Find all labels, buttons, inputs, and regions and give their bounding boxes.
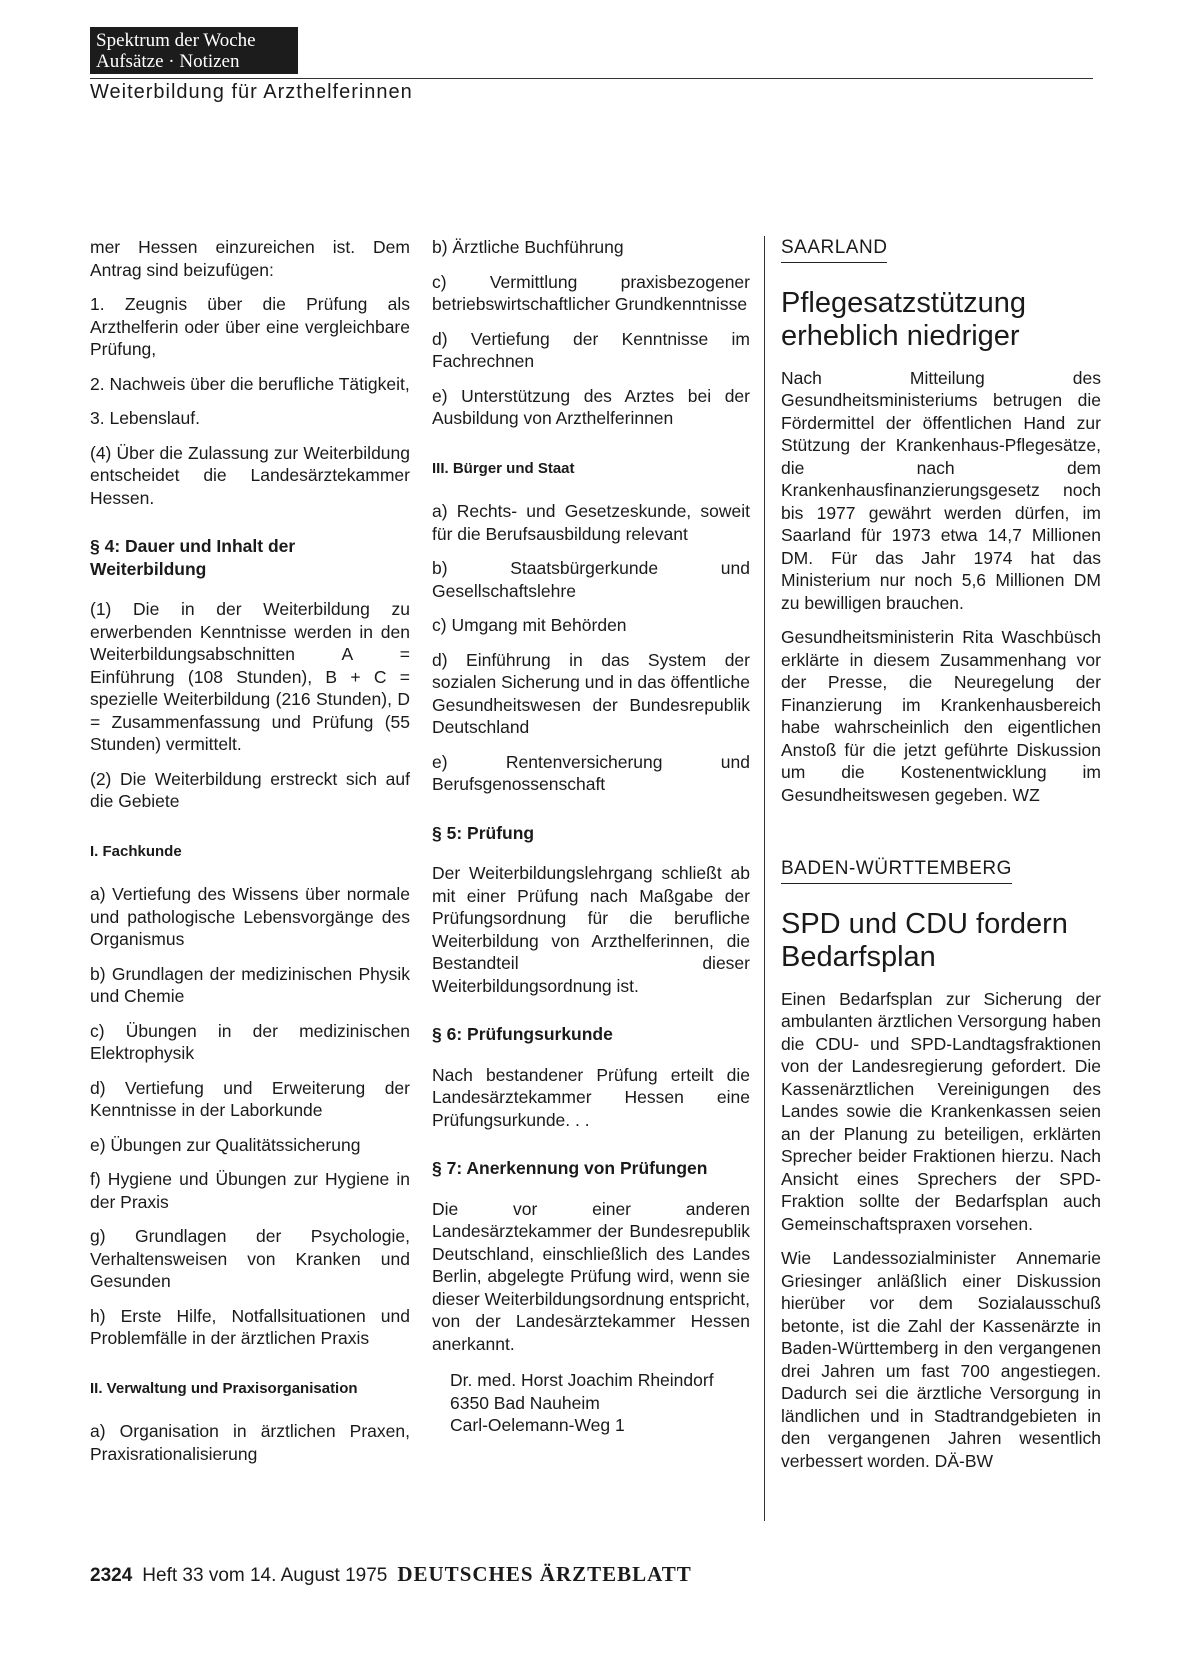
headline-pflegesatz: Pflegesatzstützung erheblich niedriger (781, 286, 1027, 352)
list-item: d) Einführung in das System der sozialen Sicherung und in das öffentliche Gesundheitswesen der Bundesrepublik Deutschland (432, 649, 750, 737)
headline-bedarfsplan: SPD und CDU fordern Bedarfsplan (781, 907, 1068, 973)
page-title: Weiterbildung für Arzthelferinnen (90, 81, 413, 103)
section-heading-7: § 7: Anerkennung von Prüfungen (432, 1158, 708, 1178)
list-item: h) Erste Hilfe, Notfallsituationen und Problemfälle in der ärztlichen Praxis (90, 1305, 410, 1348)
paragraph: Gesundheitsministerin Rita Waschbüsch erklärte in diesem Zusammenhang vor der Presse, die Neuregelung der Finanzierung im Krankenhausbereich habe wahrscheinlich den eigentlichen Anstoß für die jetzt geführte Diskussion um die Kostenentwicklung im Gesundheitswesen gegeben. WZ (781, 627, 1101, 805)
paragraph: (2) Die Weiterbildung erstreckt sich auf die Gebiete (90, 768, 410, 811)
header-rule (90, 78, 1093, 79)
section-tag-line2: Aufsätze · Notizen (96, 51, 240, 72)
list-item: b) Ärztliche Buchführung (432, 237, 624, 257)
list-item: 1. Zeugnis über die Prüfung als Arzthelferin oder über eine vergleichbare Prüfung, (90, 294, 410, 359)
list-item: d) Vertiefung der Kenntnisse im Fachrechnen (432, 328, 750, 371)
paragraph: (4) Über die Zulassung zur Weiterbildung entscheidet die Landesärztekammer Hessen. (90, 442, 410, 508)
list-item: a) Vertiefung des Wissens über normale und pathologische Lebensvorgänge des Organismus (90, 884, 410, 949)
page-footer (90, 1562, 692, 1587)
column-2 (432, 236, 750, 1437)
column-1 (90, 236, 410, 1477)
author-signature (450, 1369, 750, 1437)
column-3 (781, 236, 1101, 1484)
list-item: b) Staatsbürgerkunde und Gesellschaftslehre (432, 558, 750, 601)
subheading-verwaltung: II. Verwaltung und Praxisorganisation (90, 1379, 358, 1397)
section-tag-line1: Spektrum der Woche (96, 30, 256, 51)
list-item: e) Unterstützung des Arztes bei der Ausbildung von Arzthelferinnen (432, 385, 750, 428)
author-street: Carl-Oelemann-Weg 1 (450, 1415, 625, 1435)
section-heading-5: § 5: Prüfung (432, 822, 535, 843)
paragraph: Nach Mitteilung des Gesundheitsministeriums betrugen die Fördermittel der öffentlichen Hand zur Stützung der Krankenhaus-Pflegesätze, die nach dem Krankenhausfinanzierungsgesetz noch bis 1977 gewährt werden dürfen, im Saarland für 1973 etwa 14,7 Millionen DM. Für das Jahr 1974 hat das Ministerium nur noch 5,6 Millionen DM zu bewilligen brauchen. (781, 367, 1101, 613)
list-item: 3. Lebenslauf. (90, 408, 200, 428)
journal-masthead: DEUTSCHES ÄRZTEBLATT (397, 1562, 692, 1586)
list-item: a) Rechts- und Gesetzeskunde, soweit für die Berufsausbildung relevant (432, 501, 750, 544)
issue-info: Heft 33 vom 14. August 1975 (142, 1565, 388, 1586)
region-label-saarland: SAARLAND (781, 237, 887, 263)
author-city: 6350 Bad Nauheim (450, 1392, 600, 1413)
paragraph: (1) Die in der Weiterbildung zu erwerbenden Kenntnisse werden in den Weiterbildungsabschnitten A = Einführung (108 Stunden), B + C = spezielle Weiterbildung (216 Stunden), D = Zusammenfassung und Prüfung (55 Stunden) vermittelt. (90, 599, 410, 754)
paragraph: mer Hessen einzureichen ist. Dem Antrag sind beizufügen: (90, 237, 410, 280)
list-item: d) Vertiefung und Erweiterung der Kenntnisse in der Laborkunde (90, 1077, 410, 1120)
list-item: 2. Nachweis über die berufliche Tätigkeit, (90, 373, 410, 394)
section-heading-6: § 6: Prüfungsurkunde (432, 1024, 613, 1044)
list-item: g) Grundlagen der Psychologie, Verhaltensweisen von Kranken und Gesunden (90, 1226, 410, 1291)
subheading-fachkunde: I. Fachkunde (90, 842, 182, 860)
list-item: c) Vermittlung praxisbezogener betriebswirtschaftlicher Grundkenntnisse (432, 271, 750, 314)
section-tag (90, 27, 298, 74)
list-item: c) Übungen in der medizinischen Elektrophysik (90, 1020, 410, 1063)
section-heading-4: § 4: Dauer und Inhalt der Weiterbildung (90, 536, 296, 579)
list-item: e) Rentenversicherung und Berufsgenossenschaft (432, 751, 750, 794)
paragraph: Wie Landessozialminister Annemarie Griesinger anläßlich einer Diskussion hierüber vor dem Sozialausschuß betonte, ist die Zahl der Kassenärzte in Baden-Württemberg in den vergangenen drei Jahren um fast 700 angestiegen. Dadurch sei die ärztliche Versorgung in ländlichen und in Stadtrandgebieten in den vergangenen Jahren wesentlich verbessert worden. DÄ-BW (781, 1248, 1101, 1471)
paragraph: Einen Bedarfsplan zur Sicherung der ambulanten ärztlichen Versorgung haben die CDU- und SPD-Landtagsfraktionen von der Landesregierung gefordert. Die Kassenärztlichen Vereinigungen des Landes sowie die Krankenkassen seien an der Planung zu beteiligen, erklärten Sprecher beider Fraktionen hierzu. Nach Ansicht eines Sprechers der SPD-Fraktion sollte der Bedarfsplan auch Gemeinschaftspraxen vorsehen. (781, 988, 1101, 1234)
paragraph: Nach bestandener Prüfung erteilt die Landesärztekammer Hessen eine Prüfungsurkunde. . . (432, 1064, 750, 1130)
paragraph: Der Weiterbildungslehrgang schließt ab mit einer Prüfung nach Maßgabe der Prüfungsordnung für die berufliche Weiterbildung von Arzthelferinnen, die Bestandteil dieser Weiterbildungsordnung ist. (432, 863, 750, 996)
list-item: b) Grundlagen der medizinischen Physik und Chemie (90, 963, 410, 1006)
list-item: e) Übungen zur Qualitätssicherung (90, 1134, 361, 1155)
paragraph: Die vor einer anderen Landesärztekammer der Bundesrepublik Deutschland, einschließlich des Landes Berlin, abgelegte Prüfung wird, wenn sie dieser Weiterbildungsordnung entspricht, von der Landesärztekammer Hessen anerkannt. (432, 1198, 750, 1354)
page-number: 2324 (90, 1565, 133, 1586)
list-item: f) Hygiene und Übungen zur Hygiene in der Praxis (90, 1169, 410, 1212)
list-item: a) Organisation in ärztlichen Praxen, Praxisrationalisierung (90, 1421, 410, 1464)
author-name: Dr. med. Horst Joachim Rheindorf (450, 1370, 714, 1390)
region-label-baden-wuerttemberg: BADEN-WÜRTTEMBERG (781, 858, 1012, 884)
column-divider (764, 236, 765, 1521)
list-item: c) Umgang mit Behörden (432, 615, 627, 635)
subheading-buerger-staat: III. Bürger und Staat (432, 459, 575, 477)
